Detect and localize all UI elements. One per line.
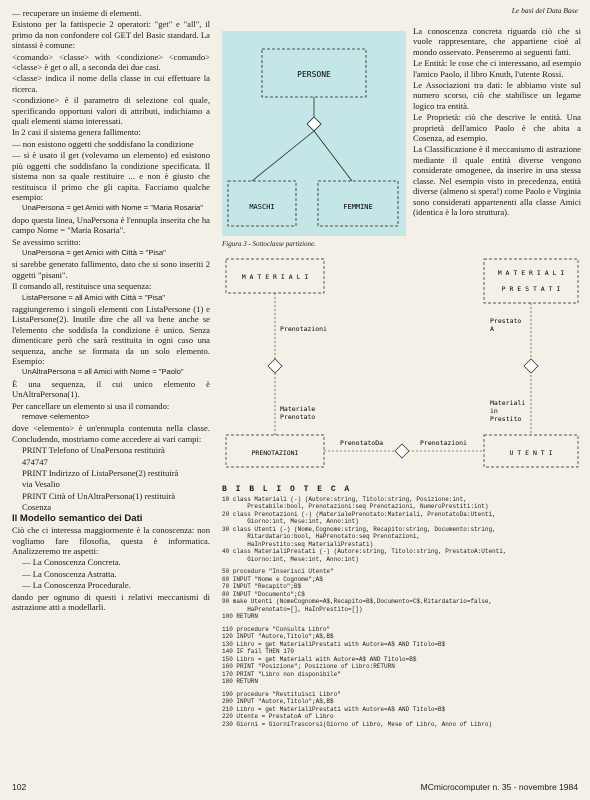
listing-line: 50 procedure "Inserisci Utente" bbox=[222, 568, 334, 575]
paragraph: — non esistono oggetti che soddisfano la condizione bbox=[12, 138, 194, 149]
code-line: PRINT Telefono of UnaPersona restituirà bbox=[22, 445, 165, 456]
biblioteca-er-diagram bbox=[222, 255, 582, 483]
materiali-prestati-label-2: P R E S T A T I bbox=[501, 285, 561, 293]
listing-line: 70 INPUT "Recapito";B$ bbox=[222, 583, 302, 590]
listing-line: 110 procedure "Consulta Libro" bbox=[222, 625, 331, 633]
listing-line: 190 procedure "Restituisci Libro" bbox=[222, 690, 341, 698]
maschi-label: MASCHI bbox=[249, 203, 275, 211]
paragraph: In 2 casi il sistema genera fallimento: bbox=[12, 127, 141, 138]
paragraph: Se avessimo scritto: bbox=[12, 236, 81, 247]
paragraph: dopo questa linea, UnaPersona è l'ennupla inserita che ha campo Nome = "Maria Rosaria". bbox=[12, 214, 210, 236]
paragraph: dando per ognuno di questi i relativi meccanismi di astrazione atti a modellarli. bbox=[12, 591, 210, 612]
listing-line: 160 PRINT "Posizione"; Posizione of Libro:RETURN bbox=[222, 663, 395, 670]
materiali-label: M A T E R I A L I bbox=[241, 273, 309, 281]
paragraph: dove <elemento> è un'ennupla contenuta nella classe. Concludendo, mostriamo come accedere ai vari campi: bbox=[12, 423, 210, 444]
code-result: Cosenza bbox=[22, 502, 52, 513]
listing-block bbox=[222, 626, 582, 686]
section-heading: Il Modello semantico dei Dati bbox=[12, 512, 143, 524]
page-number: 102 bbox=[12, 782, 27, 792]
paragraph: raggiungeremo i singoli elementi con ListaPersone (1) e ListaPersone(2). Inutile dire che all va bene anche se l'elemento che soddisfa la condizione è unico. Senza dimenticare però che sarà restituita in ogni caso una sequenza, anche se formata da un solo elemento. Esempio: bbox=[12, 303, 210, 366]
listing-line: 140 IF fail THEN 170 bbox=[222, 648, 295, 655]
materiale-prenotato-2: Prenotato bbox=[280, 413, 316, 421]
materiali-prestati-label-1: M A T E R I A L I bbox=[497, 269, 565, 277]
figure-3-caption: Figura 3 - Sottoclasse partizione. bbox=[222, 240, 316, 248]
prenotazioni-link-label: Prenotazioni bbox=[420, 439, 467, 447]
utenti-label: U T E N T I bbox=[509, 449, 553, 457]
listing-title: B I B L I O T E C A bbox=[222, 485, 352, 494]
listing-line: 20 class Prenotazioni (-) (MaterialePrenotato:Materiali, PrenotatoDa:Utenti, bbox=[222, 510, 496, 518]
listing-line: 100 RETURN bbox=[222, 613, 259, 620]
listing-line: 150 Libro = get Materiali with Autore=A$ AND Titolo=B$ bbox=[222, 655, 417, 663]
listing-line: 60 INPUT "Nome e Cognome";A$ bbox=[222, 575, 323, 583]
paragraph: Esistono per la fattispecie 2 operatori: "get" e "all", il primo da non confondere col GET del Basic standard. La sintassi è comune: bbox=[12, 19, 210, 51]
list-item: — La Conoscenza Astratta. bbox=[22, 568, 117, 579]
listing-line: 40 class MaterialiPrestati (-) (Autore:string, Titolo:string, PrestatoA:Utenti, bbox=[222, 548, 507, 555]
code-line: PRINT Città of UnAltraPersona(1) restituirà bbox=[22, 490, 176, 501]
paragraph: La conoscenza concreta riguarda ciò che si vuole rappresentare, che appartiene cioè al mondo osservato. Penseremo ai seguenti fatti. bbox=[413, 26, 581, 57]
paragraph: — recuperare un insieme di elementi. bbox=[12, 8, 142, 18]
listing-line: 200 INPUT "Autore,Titolo";A$,B$ bbox=[222, 698, 334, 705]
listing-line: 210 Libro = get MaterialiPrestati with Autore=A$ AND Titolo=B$ bbox=[222, 705, 446, 713]
listing-line: HaPrenotato=[], HaInPrestito=[]) bbox=[222, 605, 363, 613]
prenotazioni-attr: Prenotazioni bbox=[280, 325, 327, 333]
paragraph: Per cancellare un elemento si usa il comando: bbox=[12, 400, 170, 411]
listing-line: 80 INPUT "Documento";C$ bbox=[222, 590, 305, 598]
materiali-prestati-box bbox=[484, 259, 578, 303]
listing-block bbox=[222, 496, 582, 564]
listing-line: 180 RETURN bbox=[222, 678, 259, 685]
listing-line: Giorno:int, Mese:int, Anno:int) bbox=[222, 555, 359, 563]
prestato-a-1: Prestato bbox=[490, 317, 522, 325]
paragraph: — si è usato il get (volevamo un elemento) ed esistono più oggetti che soddisfano la condizione specificata. Il sistema non sa quale restituire ... e non è giusto che restituisca il primo che gli capita. Facciamo qualche esempio: bbox=[12, 150, 210, 202]
listing-line: Ritardatario:bool, HaPrenotato:seq Prenotazioni, bbox=[222, 533, 421, 540]
prenotazioni-box-label: PRENOTAZIONI bbox=[251, 449, 299, 457]
materiali-in-prestito-2: in bbox=[490, 407, 498, 415]
listing-line: 90 make Utenti (NomeCognome=A$,Recapito=B$,Documento=C$,Ritardatario=false, bbox=[222, 598, 493, 605]
persone-label: PERSONE bbox=[297, 70, 331, 79]
listing-line: 10 class Materiali (-) (Autore:string, Titolo:string, Posizione:int, bbox=[222, 495, 467, 503]
column-left bbox=[12, 8, 210, 613]
code-line: ListaPersone = all Amici with Città = "Pisa" bbox=[22, 292, 165, 302]
listing-line: 120 INPUT "Autore,Titolo";A$,B$ bbox=[222, 633, 334, 640]
paragraph: La Classificazione è il meccanismo di astrazione mediante il quale entità diverse vengono considerate omogenee, da inserire in una stessa classe. Nel esempio visto in precedenza, entità diverse (almeno si spera!) come Paolo e Virginia sono considerati appartenenti alla classe Amici (identica è la loro struttura). bbox=[413, 144, 581, 217]
listing-line: Prestabile:bool, Prenotazioni:seq Prenotazioni, NumeroPrestiti:int) bbox=[222, 503, 489, 510]
column-right bbox=[413, 26, 581, 218]
figure-3-subclass-diagram bbox=[222, 31, 406, 236]
code-line: PRINT Indirizzo of ListaPersone(2) restituirà bbox=[22, 468, 179, 479]
listing-line: 30 class Utenti (-) (Nome,Cognome:string, Recapito:string, Documento:string, bbox=[222, 525, 496, 533]
list-item: — La Conoscenza Concreta. bbox=[22, 557, 121, 568]
paragraph: Le Associazioni tra dati: le abbiamo viste sul numero scorso, ciò che stabilisce un legame logico tra entità. bbox=[413, 80, 581, 111]
listing-line: 130 Libro = get MaterialiPrestati with Autore=A$ AND Titolo=B$ bbox=[222, 640, 446, 648]
listing-line: 230 Giorni = GiorniTrascorsi(Giorno of Libro, Mese of Libro, Anno of Libro) bbox=[222, 720, 493, 728]
listing-line: 170 PRINT "Libro non disponibile" bbox=[222, 670, 341, 678]
list-item: — La Conoscenza Procedurale. bbox=[22, 580, 131, 591]
materiali-in-prestito-3: Prestito bbox=[490, 415, 522, 423]
paragraph: Le Proprietà: ciò che descrive le entità. Una proprietà dell'amico Paolo è che abita a Cosenza, ad esempio. bbox=[413, 112, 581, 144]
listing-line: Giorno:int, Mese:int, Anno:int) bbox=[222, 518, 359, 525]
code-line: UnaPersona = get Amici with Città = "Pisa" bbox=[22, 247, 166, 257]
code-result: via Vesalio bbox=[22, 479, 60, 490]
listing-block bbox=[222, 568, 582, 621]
paragraph: <condizione> è il parametro di selezione col quale, specificando opportuni valori di attributi, indichiamo a quali elementi siamo interessati. bbox=[12, 95, 210, 127]
paragraph: Il comando all, restituisce una sequenza: bbox=[12, 281, 152, 292]
code-line: UnaPersona = get Amici with Nome = "Maria Rosaria" bbox=[22, 203, 203, 213]
materiali-in-prestito-1: Materiali bbox=[490, 399, 526, 407]
paragraph: Ciò che ci interessa maggiormente è la conoscenza: non vogliamo fare filosofia, questa è informatica. Analizzeremo tre aspetti: bbox=[12, 525, 210, 556]
prestato-a-2: A bbox=[490, 325, 494, 333]
code-line: remove <elemento> bbox=[22, 412, 90, 422]
listing-block bbox=[222, 691, 582, 729]
code-result: 474747 bbox=[22, 456, 48, 467]
paragraph: si sarebbe generato fallimento, dato che si sono inseriti 2 oggetti "pisani". bbox=[12, 259, 210, 280]
listing-line: HaInPrestito:seq MaterialiPrestati) bbox=[222, 540, 374, 548]
running-header: Le basi del Data Base bbox=[511, 6, 578, 15]
paragraph: Le Entità: le cose che ci interessano, ad esempio l'amico Paolo, il libro Knuth, l'utente Rossi. bbox=[413, 58, 581, 79]
magazine-footer: MCmicrocomputer n. 35 - novembre 1984 bbox=[420, 782, 578, 792]
code-line: UnAltraPersona = all Amici with Nome = "Paolo" bbox=[22, 367, 184, 377]
materiale-prenotato-1: Materiale bbox=[280, 405, 316, 413]
paragraph: <comando> <classe> with <condizione> <comando> <classe> è get o all, a seconda dei due casi. bbox=[12, 51, 210, 73]
listing-line: 220 Utente = PrestatoA of Libro bbox=[222, 713, 334, 720]
prenotato-da-label: PrenotatoDa bbox=[340, 439, 384, 447]
paragraph: È una sequenza, il cui unico elemento è UnAltraPersona(1). bbox=[12, 378, 210, 400]
biblioteca-listing bbox=[222, 486, 582, 728]
femmine-label: FEMMINE bbox=[343, 203, 373, 211]
paragraph: <classe> indica il nome della classe in cui effettuare la ricerca. bbox=[12, 73, 210, 94]
